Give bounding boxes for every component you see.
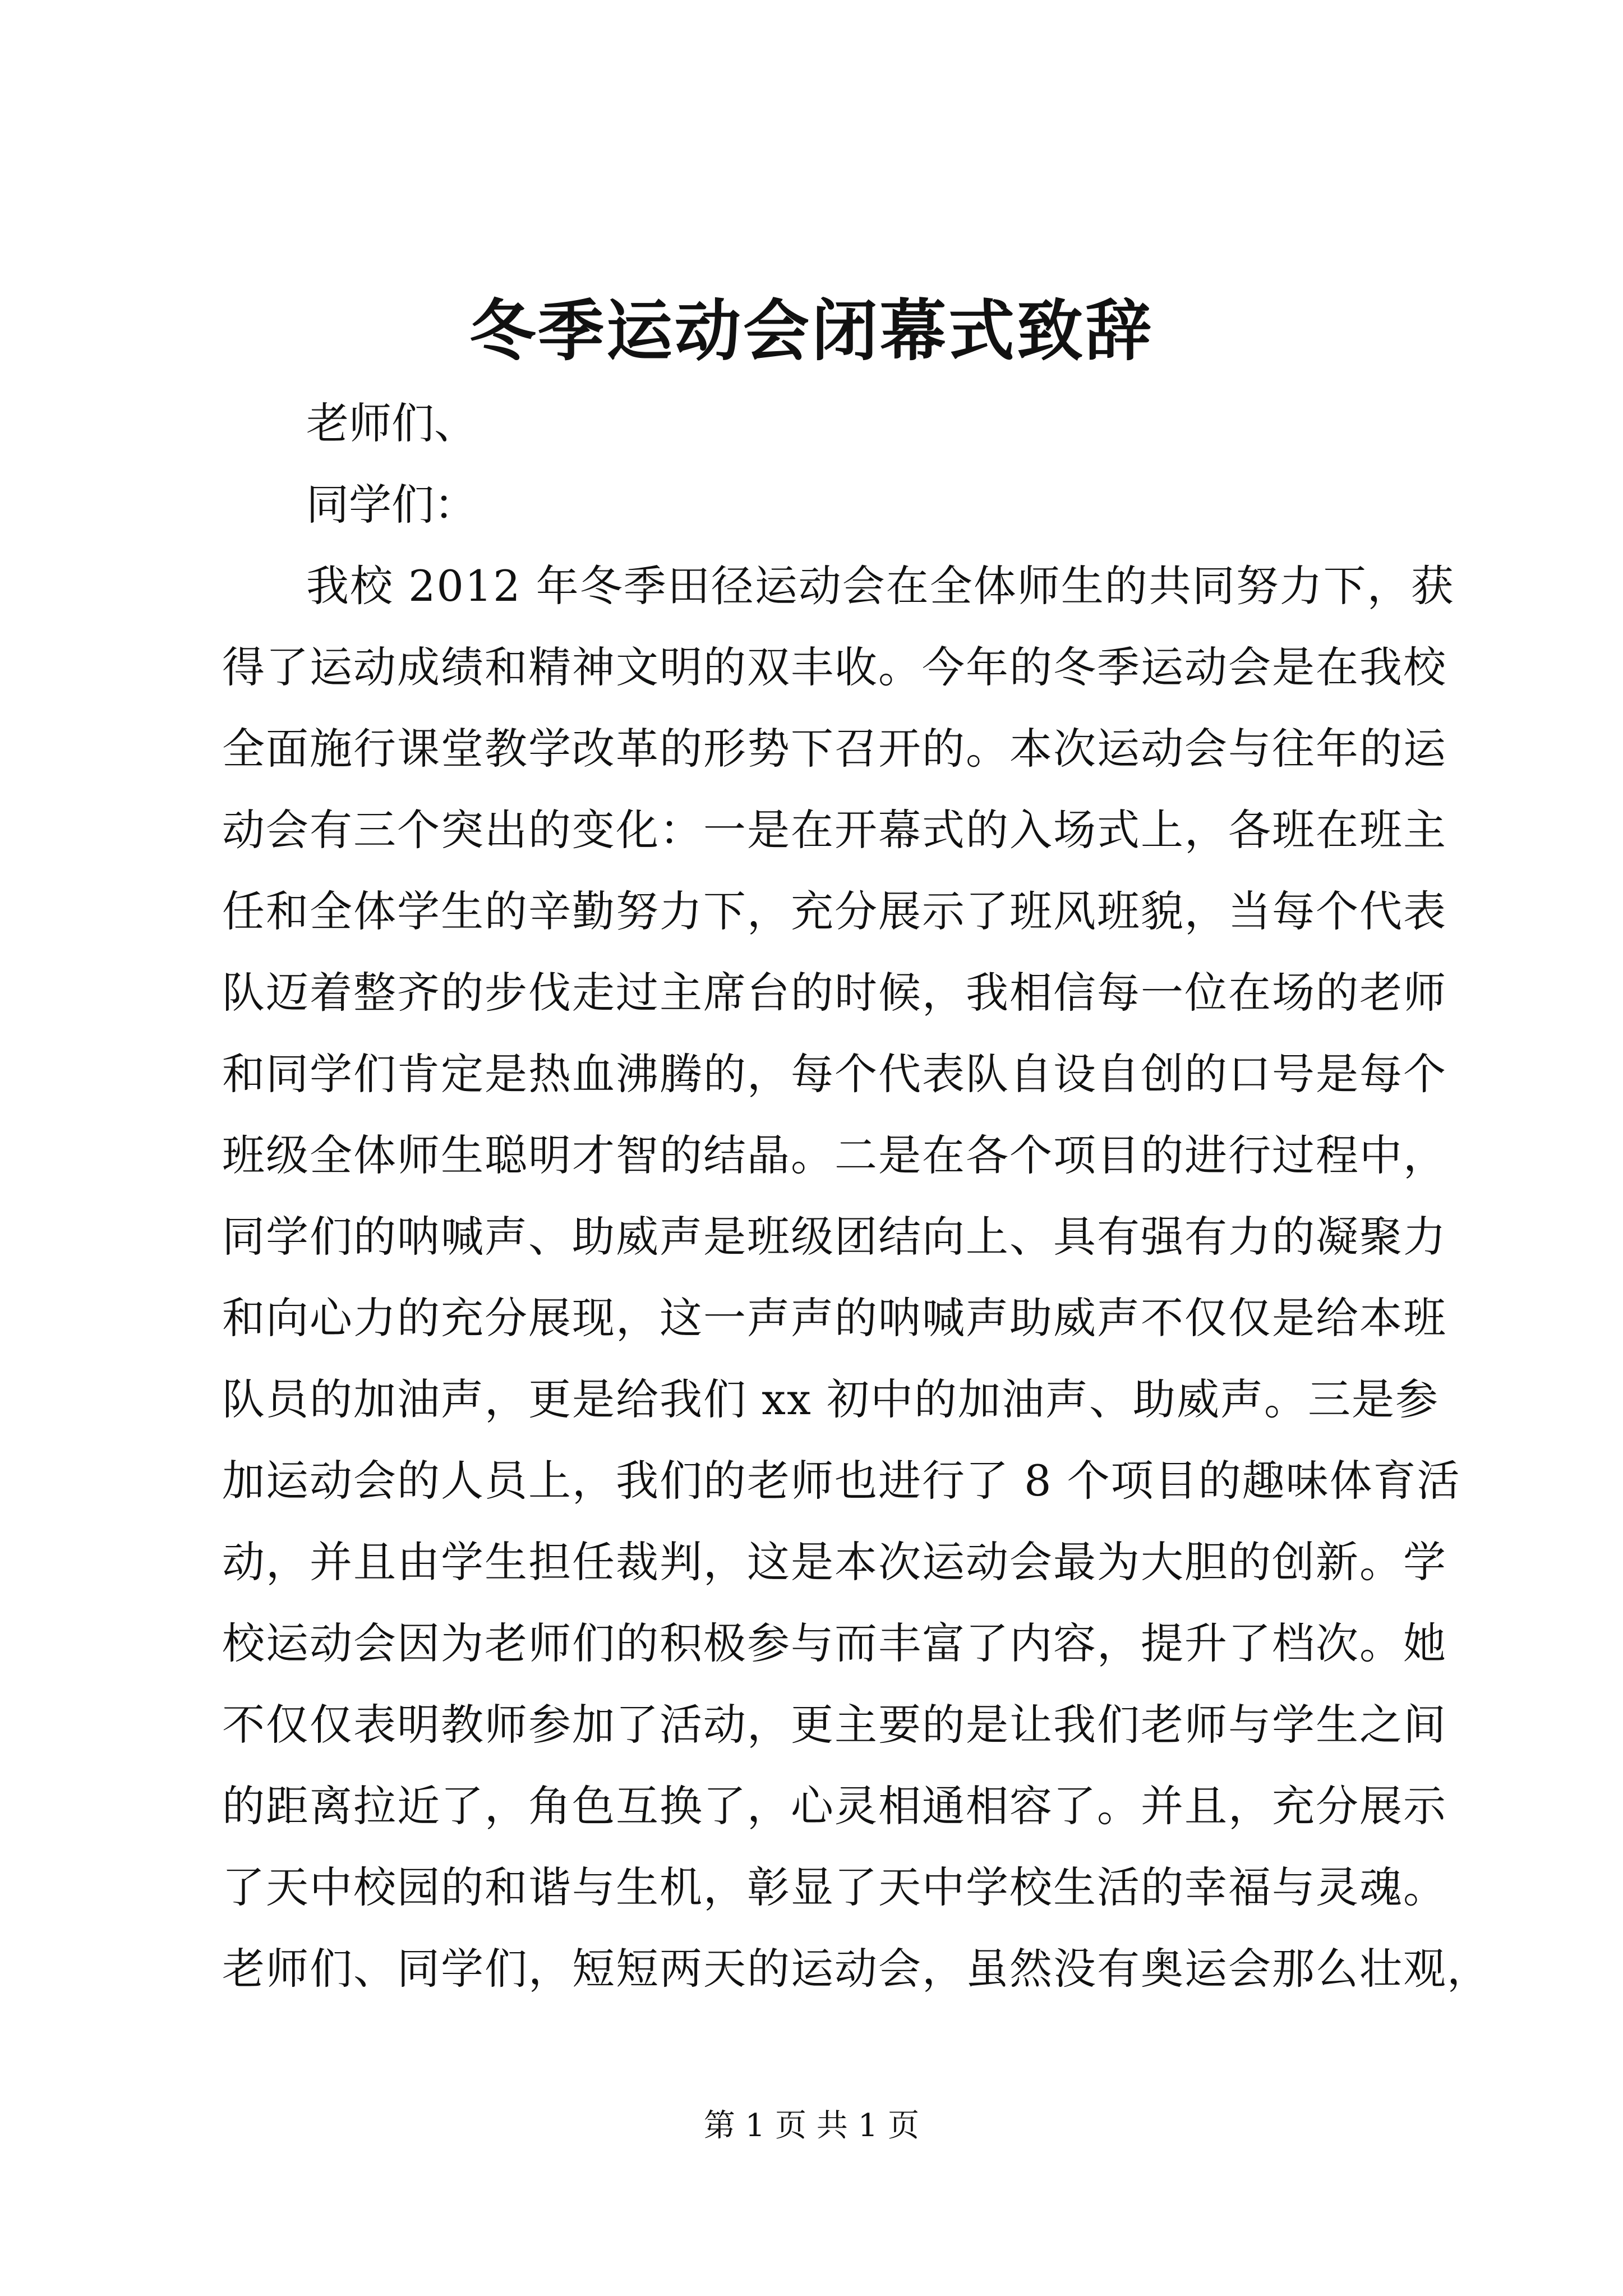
- body-paragraph: [222, 545, 1491, 2009]
- paragraph-line: 班级全体师生聪明才智的结晶。二是在各个项目的进行过程中，: [222, 1130, 1447, 1180]
- paragraph-line: 了天中校园的和谐与生机，彰显了天中学校生活的幸福与灵魂。: [222, 1862, 1447, 1912]
- paragraph-line: 的距离拉近了，角色互换了，心灵相通相容了。并且，充分展示: [222, 1781, 1447, 1831]
- paragraph-line: 全面施行课堂教学改革的形势下召开的。本次运动会与往年的运: [222, 724, 1447, 774]
- paragraph-line: 任和全体学生的辛勤努力下，充分展示了班风班貌，当每个代表: [222, 886, 1447, 936]
- page-footer: 第 1 页 共 1 页: [703, 2108, 920, 2144]
- paragraph-line: 动，并且由学生担任裁判，这是本次运动会最为大胆的创新。学: [222, 1537, 1447, 1587]
- salutation-students: 同学们：: [306, 480, 477, 530]
- paragraph-line: 和同学们肯定是热血沸腾的，每个代表队自设自创的口号是每个: [222, 1049, 1447, 1099]
- paragraph-line: 加运动会的人员上，我们的老师也进行了 8 个项目的趣味体育活: [222, 1456, 1461, 1506]
- paragraph-line: 和向心力的充分展现，这一声声的呐喊声助威声不仅仅是给本班: [222, 1293, 1447, 1343]
- paragraph-line: 动会有三个突出的变化：一是在开幕式的入场式上，各班在班主: [222, 805, 1447, 855]
- paragraph-line: 我校 2012 年冬季田径运动会在全体师生的共同努力下，获: [306, 561, 1455, 611]
- document-title: 冬季运动会闭幕式致辞: [469, 292, 1154, 370]
- paragraph-line: 队迈着整齐的步伐走过主席台的时候，我相信每一位在场的老师: [222, 968, 1447, 1018]
- paragraph-line: 得了运动成绩和精神文明的双丰收。今年的冬季运动会是在我校: [222, 642, 1447, 692]
- paragraph-line: 队员的加油声，更是给我们 xx 初中的加油声、助威声。三是参: [222, 1374, 1440, 1424]
- paragraph-line: 同学们的呐喊声、助威声是班级团结向上、具有强有力的凝聚力: [222, 1212, 1447, 1262]
- paragraph-line: 老师们、同学们，短短两天的运动会，虽然没有奥运会那么壮观，: [222, 1944, 1491, 1994]
- paragraph-line: 校运动会因为老师们的积极参与而丰富了内容，提升了档次。她: [222, 1618, 1447, 1668]
- document-body: [222, 383, 1491, 2009]
- paragraph-line: 不仅仅表明教师参加了活动，更主要的是让我们老师与学生之间: [222, 1700, 1447, 1750]
- salutation-teachers: 老师们、: [306, 398, 477, 448]
